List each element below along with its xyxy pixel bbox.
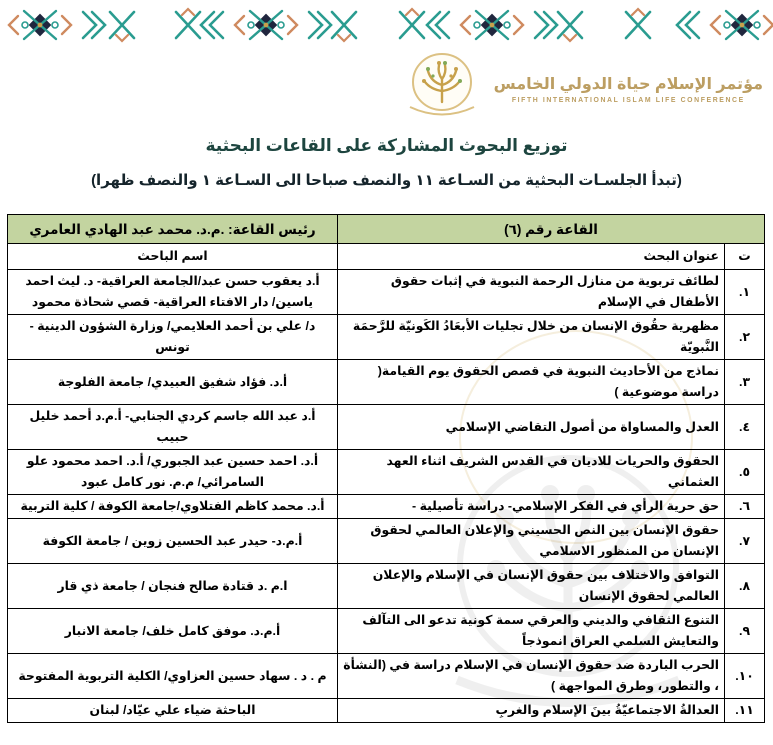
- serial-cell: ٤.: [725, 405, 765, 450]
- research-table-body: [8, 270, 765, 723]
- title-cell: العدل والمساواة من أصول التقاضي الإسلامي: [338, 405, 725, 450]
- researcher-cell: أ.د يعقوب حسن عبد/الجامعة العراقية- د. ليث احمد ياسين/ دار الافتاء العراقية- قصي شحاذة محمود: [8, 270, 338, 315]
- column-header-serial: ت: [725, 244, 765, 270]
- serial-cell: ١٠.: [725, 654, 765, 699]
- serial-cell: ٨.: [725, 564, 765, 609]
- decorative-border-bottom: [0, 697, 773, 708]
- columns-header-row: [8, 244, 765, 270]
- serial-cell: ٩.: [725, 609, 765, 654]
- hall-chair-header: رئيس القاعة: .م.د. محمد عبد الهادي العامري: [8, 215, 338, 244]
- serial-cell: ٧.: [725, 519, 765, 564]
- table-row: [8, 450, 765, 495]
- researcher-cell: أ.م.د. موفق كامل خلف/ جامعة الانبار: [8, 609, 338, 654]
- table-row: [8, 609, 765, 654]
- serial-cell: ٢.: [725, 315, 765, 360]
- title-cell: نماذج من الأحاديث النبوية في قصص الحقوق يوم القيامة( دراسة موضوعية ): [338, 360, 725, 405]
- researcher-cell: أ.د. محمد كاظم الفتلاوي/جامعة الكوفة / كلية التربية: [8, 495, 338, 519]
- researcher-cell: د/ علي بن أحمد العلايمي/ وزارة الشؤون الدينية - تونس: [8, 315, 338, 360]
- table-row: [8, 270, 765, 315]
- conference-logo-text: [494, 74, 763, 104]
- page-subtitle: (تبدأ الجلسـات البحثية من السـاعة ١١ والنصف صباحا الى السـاعة ١ والنصف ظهرا): [91, 172, 682, 189]
- research-distribution-table: [7, 214, 765, 723]
- serial-cell: ٣.: [725, 360, 765, 405]
- researcher-cell: أ.د. فؤاد شفيق العبيدي/ جامعة الفلوجة: [8, 360, 338, 405]
- conference-logo-emblem-icon: [398, 52, 486, 125]
- table-row: [8, 405, 765, 450]
- title-cell: مظهرية حقُوق الإنسان من خلال تجليات الأبعَادُ الكَونيّة للرَّحمَة النَّبويّة: [338, 315, 725, 360]
- decorative-border-top: [0, 4, 773, 46]
- researcher-cell: ا.م .د قتادة صالح فنجان / جامعة ذي قار: [8, 564, 338, 609]
- hall-header-row: [8, 215, 765, 244]
- researcher-cell: الباحثة ضياء علي عيّاد/ لبنان: [8, 699, 338, 723]
- serial-cell: ٥.: [725, 450, 765, 495]
- serial-cell: ٦.: [725, 495, 765, 519]
- title-cell: الحرب الباردة ضد حقوق الإنسان في الإسلام دراسة في (النشأة ، والتطور، وطرق المواجهة ): [338, 654, 725, 699]
- title-cell: حق حرية الرأي في الفكر الإسلامي- دراسة تأصيلية -: [338, 495, 725, 519]
- title-cell: حقوق الإنسان بين النص الحسيني والإعلان العالمي لحقوق الإنسان من المنظور الاسلامي: [338, 519, 725, 564]
- hall-number-header: القاعة رقم (٦): [338, 215, 765, 244]
- table-row: [8, 519, 765, 564]
- table-row: [8, 654, 765, 699]
- table-row: [8, 495, 765, 519]
- conference-logo: [398, 52, 763, 125]
- serial-cell: ١١.: [725, 699, 765, 723]
- title-cell: الحقوق والحريات للاديان في القدس الشريف اثناء العهد العثماني: [338, 450, 725, 495]
- researcher-cell: أ.د عبد الله جاسم كردي الجنابي- أ.م.د أحمد خليل حبيب: [8, 405, 338, 450]
- title-cell: لطائف تربوية من منازل الرحمة النبوية في إثبات حقوق الأطفال في الإسلام: [338, 270, 725, 315]
- column-header-researcher: اسم الباحث: [8, 244, 338, 270]
- researcher-cell: م . د . سهاد حسين العزاوي/ الكلية التربوية المفتوحة: [8, 654, 338, 699]
- border-pattern-icon: [0, 4, 773, 46]
- title-cell: التوافق والاختلاف بين حقوق الإنسان في الإسلام والإعلان العالمي لحقوق الإنسان: [338, 564, 725, 609]
- page-title: توزيع البحوث المشاركة على القاعات البحثية: [205, 136, 568, 155]
- table-row: [8, 315, 765, 360]
- serial-cell: ١.: [725, 270, 765, 315]
- column-header-title: عنوان البحث: [338, 244, 725, 270]
- researcher-cell: أ.م.د- حيدر عبد الحسين زوين / جامعة الكوفة: [8, 519, 338, 564]
- title-cell: العدالةُ الاجتماعيّةُ بينَ الإسلام والغربِ: [338, 699, 725, 723]
- logo-title-english: FIFTH INTERNATIONAL ISLAM LIFE CONFERENCE: [511, 96, 745, 104]
- table-row: [8, 564, 765, 609]
- logo-title-arabic: مؤتمر الإسلام حياة الدولي الخامس: [493, 75, 763, 93]
- table-row: [8, 360, 765, 405]
- researcher-cell: أ.د. احمد حسين عبد الجبوري/ أ.د. احمد محمود علو السامرائي/ م.م. نور كامل عبود: [8, 450, 338, 495]
- title-cell: التنوع الثقافي والديني والعرقي سمة كونية تدعو الى التآلف والتعايش السلمي العراق انموذجاً: [338, 609, 725, 654]
